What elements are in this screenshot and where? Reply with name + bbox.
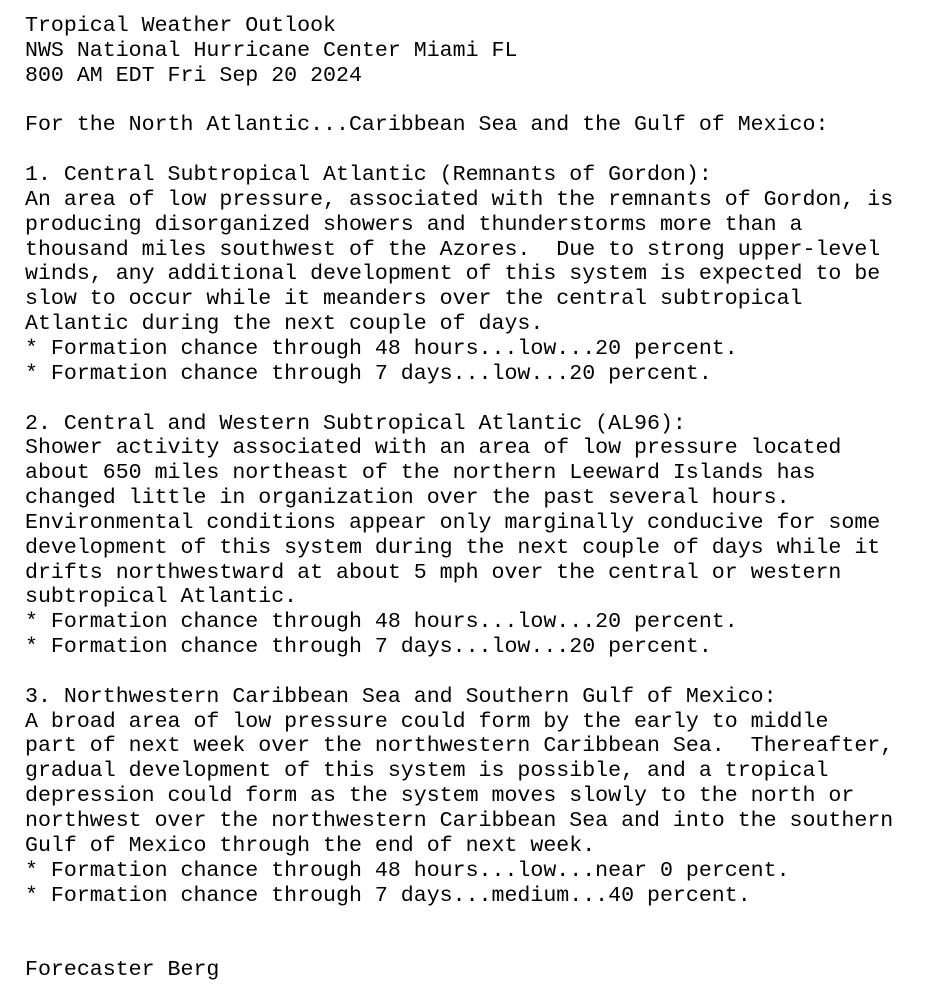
spacer [25, 908, 950, 958]
system-body-line: producing disorganized showers and thunderstorms more than a [25, 212, 803, 237]
system-body-line: about 650 miles northeast of the northern Leeward Islands has [25, 461, 816, 486]
system-body-line: changed little in organization over the past several hours. [25, 486, 790, 511]
system-body-line: Gulf of Mexico through the end of next week. [25, 833, 596, 858]
formation-chance-48h: * Formation chance through 48 hours...low...20 percent. [25, 336, 738, 361]
formation-chance-7d: * Formation chance through 7 days...medium...40 percent. [25, 883, 751, 908]
system-body-line: development of this system during the next couple of days while it [25, 535, 881, 560]
system-body-line: winds, any additional development of this system is expected to be [25, 262, 881, 287]
system-body-line: part of next week over the northwestern Caribbean Sea. Thereafter, [25, 734, 894, 759]
formation-chance-48h: * Formation chance through 48 hours...low...near 0 percent. [25, 858, 790, 883]
forecaster-signature: Forecaster Berg [25, 958, 220, 983]
system-heading: 3. Northwestern Caribbean Sea and Southern Gulf of Mexico: [25, 684, 777, 709]
system-body-line: slow to occur while it meanders over the central subtropical [25, 287, 803, 312]
system-3-section [25, 685, 950, 909]
system-body-line: An area of low pressure, associated with the remnants of Gordon, is [25, 187, 894, 212]
system-body-line: subtropical Atlantic. [25, 585, 298, 610]
system-body-line: gradual development of this system is possible, and a tropical [25, 759, 829, 784]
issuing-office: NWS National Hurricane Center Miami FL [25, 38, 518, 63]
spacer [25, 89, 950, 114]
system-body-line: A broad area of low pressure could form by the early to middle [25, 709, 829, 734]
system-body-line: Environmental conditions appear only marginally conducive for some [25, 510, 881, 535]
system-1-section [25, 163, 950, 387]
system-body-line: northwest over the northwestern Caribbean Sea and into the southern [25, 809, 894, 833]
document-title: Tropical Weather Outlook [25, 14, 337, 38]
system-heading: 1. Central Subtropical Atlantic (Remnants of Gordon): [25, 163, 712, 188]
system-body-line: depression could form as the system moves slowly to the north or [25, 784, 855, 809]
system-body-line: drifts northwestward at about 5 mph over the central or western [25, 560, 842, 585]
basin-intro: For the North Atlantic...Caribbean Sea and the Gulf of Mexico: [25, 113, 829, 138]
spacer [25, 138, 950, 163]
spacer [25, 660, 950, 685]
system-body-line: thousand miles southwest of the Azores. Due to strong upper-level [25, 237, 881, 262]
formation-chance-7d: * Formation chance through 7 days...low...20 percent. [25, 361, 712, 386]
issue-time: 800 AM EDT Fri Sep 20 2024 [25, 63, 362, 88]
system-body-line: Shower activity associated with an area of low pressure located [25, 436, 842, 461]
system-body-line: Atlantic during the next couple of days. [25, 312, 544, 337]
system-heading: 2. Central and Western Subtropical Atlantic (AL96): [25, 411, 686, 436]
formation-chance-48h: * Formation chance through 48 hours...low...20 percent. [25, 610, 738, 635]
formation-chance-7d: * Formation chance through 7 days...low...20 percent. [25, 635, 712, 660]
system-2-section [25, 412, 950, 660]
spacer [25, 387, 950, 412]
